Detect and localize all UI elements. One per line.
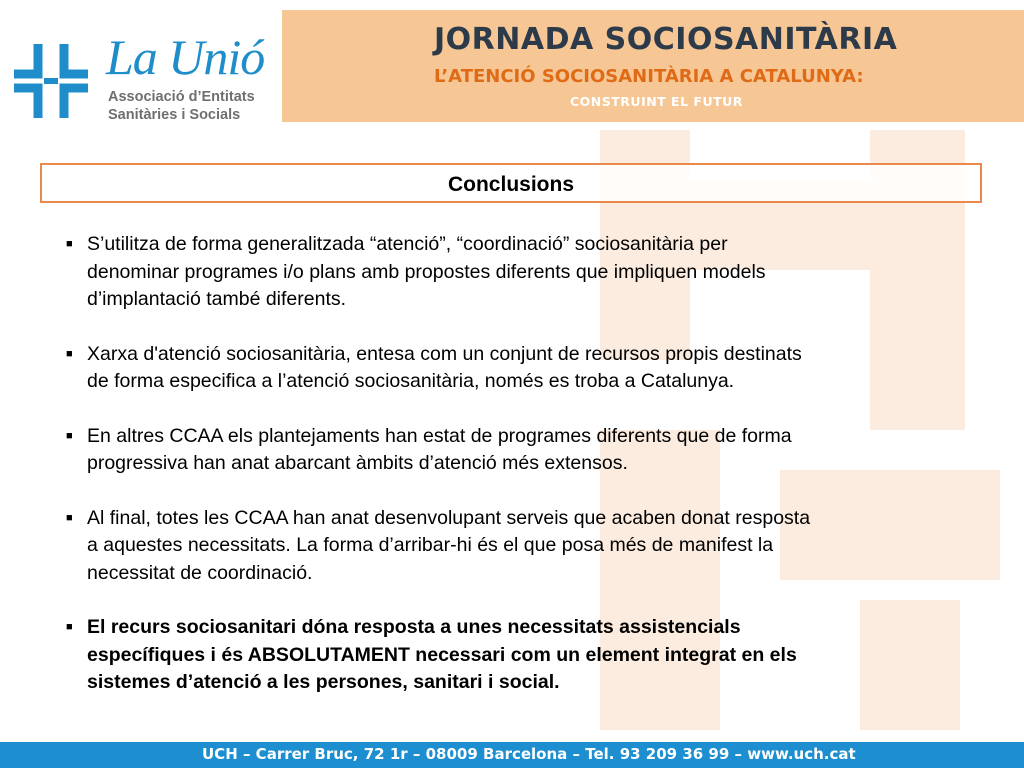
list-item-emphasized — [66, 614, 946, 697]
list-item-line: progressiva han anat abarcant àmbits d’atenció més extensos. — [87, 452, 628, 474]
section-heading: Conclusions — [447, 173, 574, 196]
logo-subtitle-line: Sanitàries i Socials — [108, 107, 241, 123]
bullet-square-icon: ■ — [66, 511, 73, 524]
list-item-line: específiques i és ABSOLUTAMENT necessari com un element integrat en els — [87, 643, 797, 666]
event-tagline: CONSTRUINT EL FUTUR — [570, 94, 743, 109]
conclusions-list — [66, 231, 946, 724]
event-subtitle: L’ATENCIÓ SOCIOSANITÀRIA A CATALUNYA: — [434, 66, 864, 87]
organization-logo — [0, 10, 278, 122]
bullet-square-icon: ■ — [66, 238, 73, 250]
logo-name: La Unió — [106, 29, 265, 85]
list-item-line: sistemes d’atenció a les persones, sanitari i social. — [87, 671, 560, 693]
footer-contact: UCH – Carrer Bruc, 72 1r – 08009 Barcelona – Tel. 93 209 36 99 – www.uch.cat — [202, 745, 856, 763]
section-heading-box — [40, 163, 982, 203]
bullet-square-icon: ■ — [66, 621, 73, 633]
list-item-line: denominar programes i/o plans amb propostes diferents que impliquen models — [87, 260, 766, 283]
logo-subtitle — [108, 88, 255, 124]
list-item-line: Xarxa d'atenció sociosanitària, entesa com un conjunt de recursos propis destinats — [87, 342, 802, 365]
list-item-line: necessitat de coordinació. — [87, 561, 313, 584]
logo-subtitle-line: Associació d’Entitats — [108, 89, 255, 105]
list-item — [66, 505, 946, 588]
list-item-line: a aquestes necessitats. La forma d’arribar-hi és el que posa més de manifest la — [87, 534, 774, 556]
list-item-line: de forma especifica a l’atenció sociosanitària, només es troba a Catalunya. — [87, 370, 735, 392]
list-item-line: El recurs sociosanitari dóna resposta a unes necessitats assistencials — [87, 616, 741, 638]
header-banner — [282, 10, 1024, 122]
list-item-line: S’utilitza de forma generalitzada “atenció”, “coordinació” sociosanitària per — [87, 233, 728, 255]
bullet-square-icon: ■ — [66, 429, 73, 442]
event-title: JORNADA SOCIOSANITÀRIA — [434, 22, 898, 57]
cross-logo-icon — [8, 38, 94, 124]
bullet-square-icon: ■ — [66, 347, 73, 360]
list-item — [66, 341, 946, 396]
list-item — [66, 231, 946, 314]
footer-bar — [0, 742, 1024, 768]
list-item-line: d’implantació també diferents. — [87, 288, 347, 310]
list-item-line: Al final, totes les CCAA han anat desenvolupant serveis que acaben donat resposta — [87, 506, 811, 529]
list-item-line: En altres CCAA els plantejaments han estat de programes diferents que de forma — [87, 424, 792, 447]
list-item — [66, 423, 946, 478]
